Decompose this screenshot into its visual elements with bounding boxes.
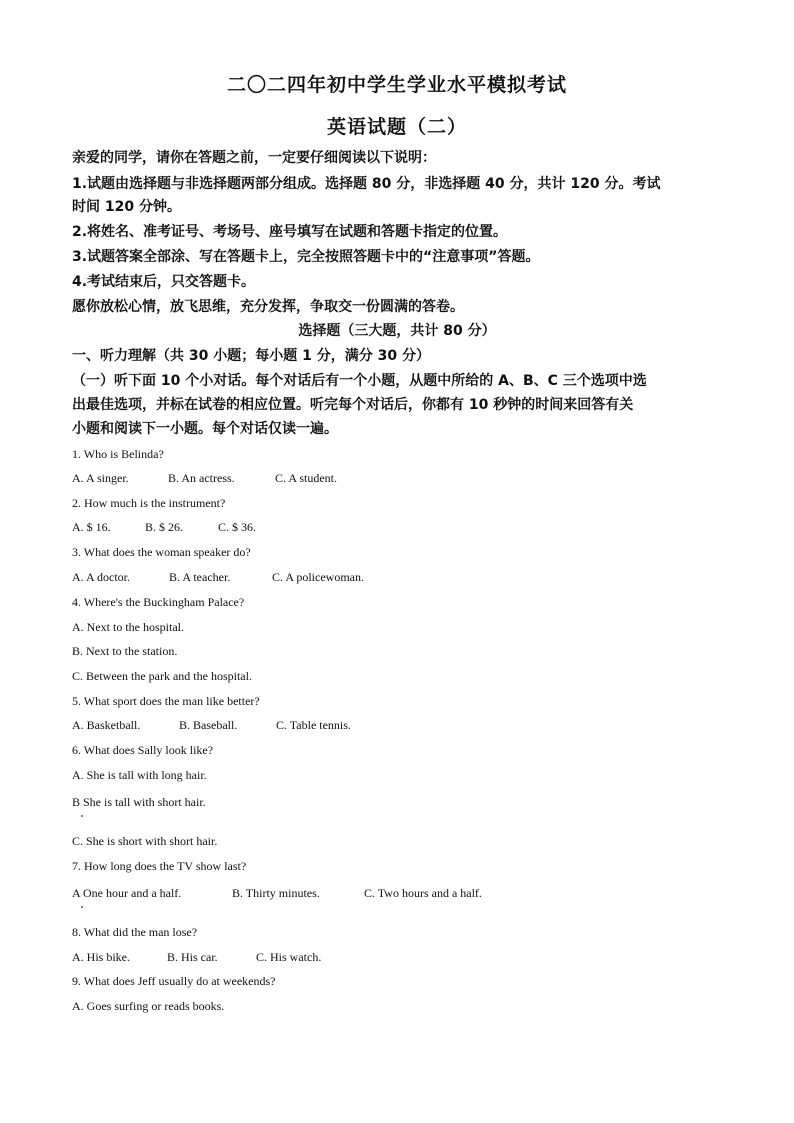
part1-heading: 一、听力理解（共 30 小题；每小题 1 分，满分 30 分）	[72, 348, 430, 364]
question-4: 4. Where's the Buckingham Palace?	[72, 595, 245, 609]
option-a: A. Basketball.	[72, 718, 141, 732]
question-7: 7. How long does the TV show last?	[72, 859, 247, 873]
option-b: B. A teacher.	[169, 570, 231, 584]
question-9: 9. What does Jeff usually do at weekends?	[72, 974, 276, 988]
option-b: B. An actress.	[168, 471, 235, 485]
option-a: A. $ 16.	[72, 520, 111, 534]
question-9-option-a: A. Goes surfing or reads books.	[72, 999, 225, 1013]
question-6-option-b: B She is tall with short hair.	[72, 795, 206, 809]
option-a: A. His bike.	[72, 950, 130, 964]
option-c: C. Table tennis.	[276, 718, 351, 732]
option-c: C. $ 36.	[218, 520, 257, 534]
section-heading: 选择题（三大题，共计 80 分）	[298, 323, 496, 339]
part1-directions-line2: 出最佳选项，并标在试卷的相应位置。听完每个对话后，你都有 10 秒钟的时间来回答有关	[72, 397, 634, 413]
option-c: C. Two hours and a half.	[364, 886, 482, 900]
option-c: C. A student.	[275, 471, 338, 485]
option-b: B. $ 26.	[145, 520, 184, 534]
option-b: B. Thirty minutes.	[232, 886, 320, 900]
instruction-closing: 愿你放松心情，放飞思维，充分发挥，争取交一份圆满的答卷。	[72, 299, 464, 315]
instruction-4: 4.考试结束后，只交答题卡。	[72, 274, 256, 290]
exam-title: 二〇二四年初中学生学业水平模拟考试	[226, 74, 567, 96]
part1-directions-line3: 小题和阅读下一小题。每个对话仅读一遍。	[72, 421, 338, 437]
instruction-3: 3.试题答案全部涂、写在答题卡上，完全按照答题卡中的“注意事项”答题。	[72, 249, 540, 265]
question-2: 2. How much is the instrument?	[72, 496, 226, 510]
speck-mark	[81, 815, 83, 817]
question-6-option-c: C. She is short with short hair.	[72, 834, 218, 848]
instruction-intro: 亲爱的同学，请你在答题之前，一定要仔细阅读以下说明：	[72, 150, 436, 166]
instruction-2: 2.将姓名、准考证号、考场号、座号填写在试题和答题卡指定的位置。	[72, 224, 508, 240]
question-6: 6. What does Sally look like?	[72, 743, 214, 757]
option-c: C. A policewoman.	[272, 570, 364, 584]
question-4-option-a: A. Next to the hospital.	[72, 620, 184, 634]
option-a: A. A singer.	[72, 471, 129, 485]
question-6-option-a: A. She is tall with long hair.	[72, 768, 207, 782]
question-4-option-b: B. Next to the station.	[72, 644, 178, 658]
option-c: C. His watch.	[256, 950, 322, 964]
speck-mark	[81, 906, 83, 908]
option-a: A. A doctor.	[72, 570, 131, 584]
option-b: B. His car.	[167, 950, 218, 964]
instruction-1-cont: 时间 120 分钟。	[72, 199, 181, 215]
question-4-option-c: C. Between the park and the hospital.	[72, 669, 252, 683]
question-5: 5. What sport does the man like better?	[72, 694, 260, 708]
option-b: B. Baseball.	[179, 718, 238, 732]
instruction-1: 1.试题由选择题与非选择题两部分组成。选择题 80 分，非选择题 40 分，共计 120 分。考试	[72, 176, 661, 192]
option-a: A One hour and a half.	[72, 886, 182, 900]
question-1: 1. Who is Belinda?	[72, 447, 164, 461]
question-3: 3. What does the woman speaker do?	[72, 545, 251, 559]
exam-subtitle: 英语试题（二）	[326, 116, 467, 138]
question-8: 8. What did the man lose?	[72, 925, 198, 939]
part1-directions-line1: （一）听下面 10 个小对话。每个对话后有一个小题，从题中所给的 A、B、C 三个选项中选	[72, 373, 647, 389]
